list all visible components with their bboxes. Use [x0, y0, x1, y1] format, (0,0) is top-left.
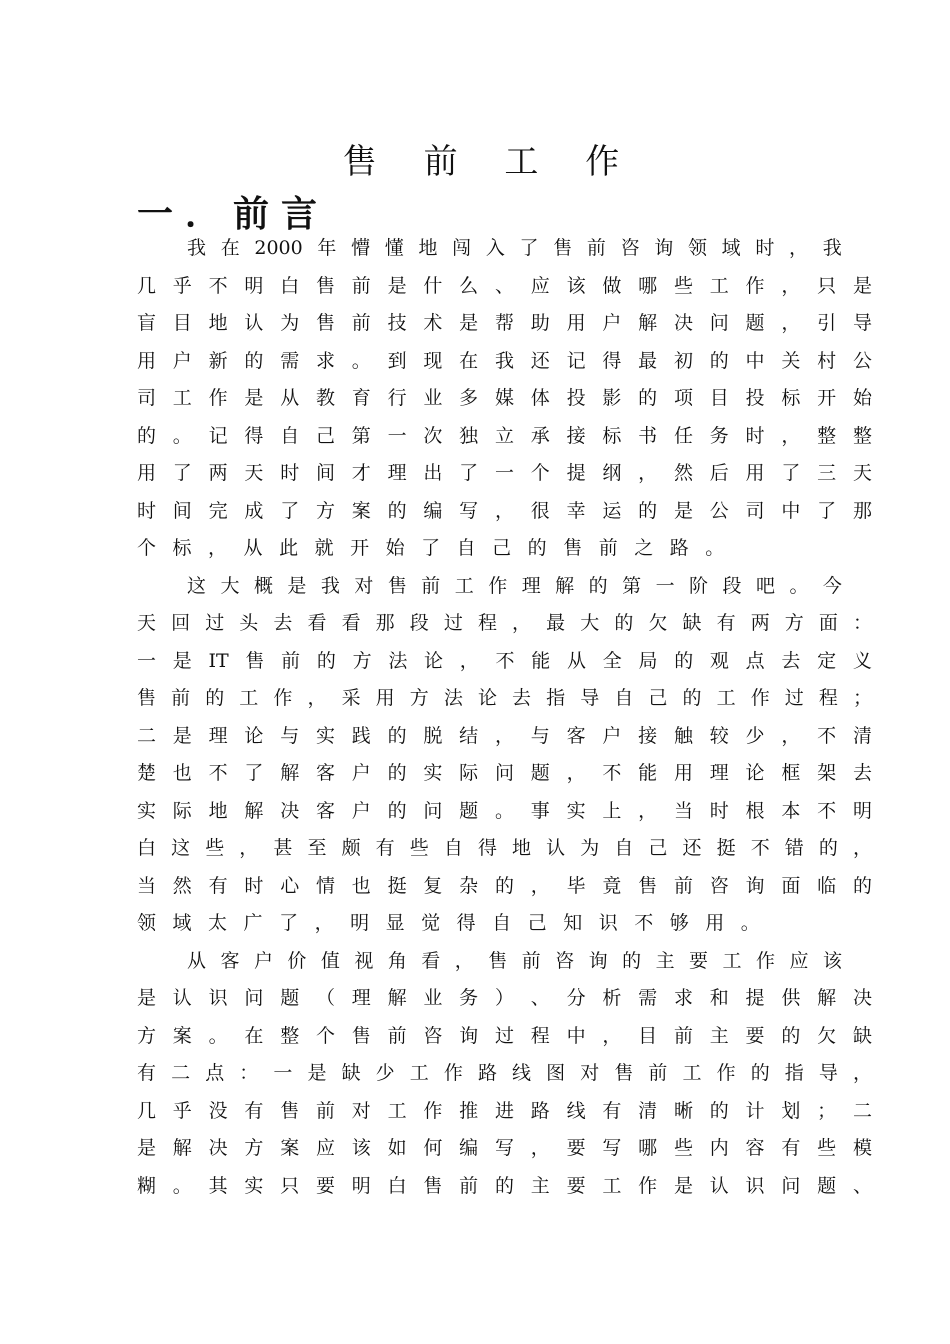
body-line: 几 乎 不 明 白 售 前 是 什 么 、 应 该 做 哪 些 工 作 ， 只 是	[137, 274, 872, 297]
body-line: 领 域 太 广 了 ， 明 显 觉 得 自 己 知 识 不 够 用 。	[137, 912, 760, 934]
body-line: 从 客 户 价 值 视 角 看 ， 售 前 咨 询 的 主 要 工 作 应 该	[187, 949, 842, 972]
body-line: 时 间 完 成 了 方 案 的 编 写 ， 很 幸 运 的 是 公 司 中 了 那	[137, 499, 872, 522]
body-line: 白 这 些 ， 甚 至 颇 有 些 自 得 地 认 为 自 己 还 挺 不 错 的 ，	[137, 837, 872, 859]
section-heading: 一．前言	[137, 193, 330, 235]
body-line: 当 然 有 时 心 情 也 挺 复 杂 的 ， 毕 竟 售 前 咨 询 面 临 的	[137, 874, 872, 897]
body-line: 一 是 IT 售 前 的 方 法 论 ， 不 能 从 全 局 的 观 点 去 定 义	[137, 649, 872, 672]
body-line: 糊 。 其 实 只 要 明 白 售 前 的 主 要 工 作 是 认 识 问 题 、	[137, 1174, 872, 1197]
body-line: 是 认 识 问 题 （ 理 解 业 务 ） 、 分 析 需 求 和 提 供 解 决	[137, 987, 872, 1009]
body-line: 用 户 新 的 需 求 。 到 现 在 我 还 记 得 最 初 的 中 关 村 公	[137, 349, 872, 372]
body-line: 方 案 。 在 整 个 售 前 咨 询 过 程 中 ， 目 前 主 要 的 欠 缺	[137, 1024, 872, 1047]
document-title: 售 前 工 作	[342, 142, 638, 182]
body-line: 我 在 2000 年 懵 懂 地 闯 入 了 售 前 咨 询 领 域 时 ， 我	[187, 237, 842, 259]
body-line: 这 大 概 是 我 对 售 前 工 作 理 解 的 第 一 阶 段 吧 。 今	[187, 574, 842, 597]
body-line: 用 了 两 天 时 间 才 理 出 了 一 个 提 纲 ， 然 后 用 了 三 天	[137, 462, 872, 484]
body-line: 实 际 地 解 决 客 户 的 问 题 。 事 实 上 ， 当 时 根 本 不 明	[137, 799, 872, 822]
body-line: 有 二 点 ： 一 是 缺 少 工 作 路 线 图 对 售 前 工 作 的 指 导 ，	[137, 1062, 872, 1084]
body-line: 盲 目 地 认 为 售 前 技 术 是 帮 助 用 户 解 决 问 题 ， 引 导	[137, 312, 872, 334]
body-line: 楚 也 不 了 解 客 户 的 实 际 问 题 ， 不 能 用 理 论 框 架 去	[137, 762, 872, 784]
body-line: 天 回 过 头 去 看 看 那 段 过 程 ， 最 大 的 欠 缺 有 两 方 面 ：	[137, 612, 872, 634]
body-line: 司 工 作 是 从 教 育 行 业 多 媒 体 投 影 的 项 目 投 标 开 始	[137, 387, 872, 409]
body-line: 个 标 ， 从 此 就 开 始 了 自 己 的 售 前 之 路 。	[137, 537, 725, 559]
body-line: 售 前 的 工 作 ， 采 用 方 法 论 去 指 导 自 己 的 工 作 过 程 ；	[137, 687, 872, 709]
body-line: 几 乎 没 有 售 前 对 工 作 推 进 路 线 有 清 晰 的 计 划 ； 二	[137, 1099, 872, 1122]
body-line: 是 解 决 方 案 应 该 如 何 编 写 ， 要 写 哪 些 内 容 有 些 模	[137, 1137, 872, 1159]
body-line: 的 。 记 得 自 己 第 一 次 独 立 承 接 标 书 任 务 时 ， 整 整	[137, 424, 872, 447]
body-line: 二 是 理 论 与 实 践 的 脱 结 ， 与 客 户 接 触 较 少 ， 不 清	[137, 724, 872, 747]
